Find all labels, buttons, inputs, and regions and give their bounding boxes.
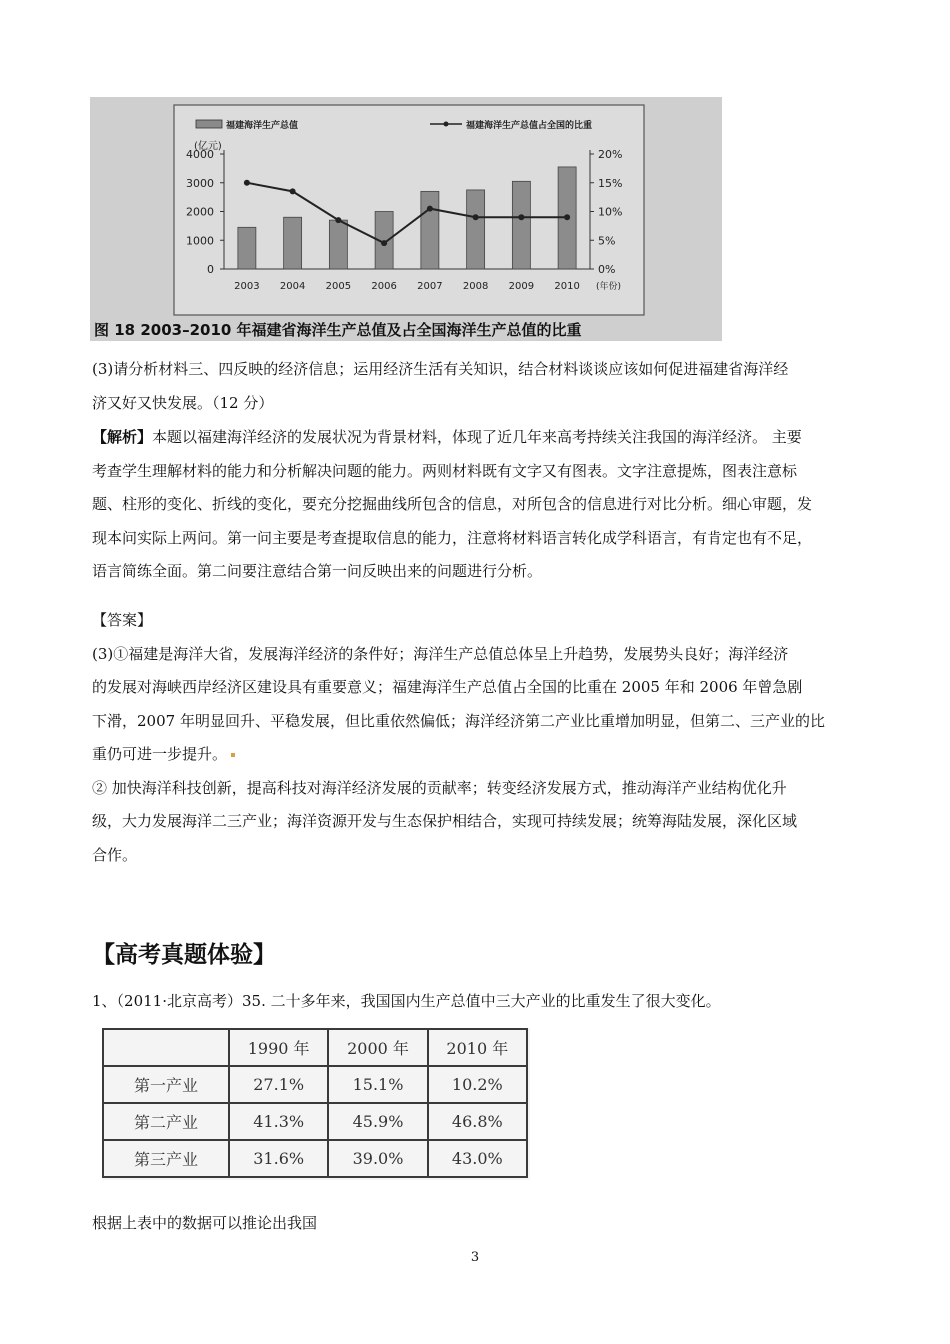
x-tick-label: 2009 xyxy=(508,281,535,292)
analysis-line-3: 题、柱形的变化、折线的变化，要充分挖掘曲线所包含的信息，对所包含的信息进行对比分析。细心审题，发 xyxy=(92,495,813,513)
table-header-cell: 1990 年 xyxy=(229,1029,328,1066)
y-left-tick-label: 4000 xyxy=(186,148,214,161)
chart-svg xyxy=(90,97,722,341)
industry-table-image xyxy=(102,1028,530,1180)
y-right-tick-label: 20% xyxy=(598,148,623,161)
answer-part2-line-1: ② 加快海洋科技创新，提高科技对海洋经济发展的贡献率；转变经济发展方式，推动海洋产业结构优化升 xyxy=(92,778,787,797)
y-left-unit: (亿元) xyxy=(194,141,222,152)
stray-mark xyxy=(231,753,235,757)
answer-label: 【答案】 xyxy=(92,611,153,629)
analysis-line-5: 语言简练全面。第二问要注意结合第一问反映出来的问题进行分析。 xyxy=(92,562,543,580)
question-3 xyxy=(92,353,862,420)
table-header-cell xyxy=(103,1029,229,1066)
x-tick-label: 2008 xyxy=(462,281,489,292)
analysis-block xyxy=(92,421,862,589)
answer-part1-line-3: 下滑，2007 年明显回升、平稳发展，但比重依然偏低；海洋经济第二产业比重增加明显，但第二、三产业的比 xyxy=(92,711,825,730)
table-cell: 46.8% xyxy=(428,1103,527,1140)
line-point xyxy=(335,217,341,223)
x-tick-label: 2010 xyxy=(554,281,580,292)
table-header-cell: 2000 年 xyxy=(328,1029,427,1066)
section-title: 【高考真题体验】 xyxy=(92,942,276,968)
line-point xyxy=(518,214,524,220)
table-header-row xyxy=(103,1029,527,1066)
legend-bar-label: 福建海洋生产总值 xyxy=(226,121,299,131)
line-point xyxy=(290,188,296,194)
line-point xyxy=(381,240,387,246)
bar xyxy=(512,181,530,269)
line-point xyxy=(244,180,250,186)
legend-line-marker xyxy=(444,122,449,127)
question-3-line-2: 济又好又快发展。（12 分） xyxy=(92,393,274,412)
table-cell: 39.0% xyxy=(328,1140,427,1177)
legend-bar-swatch xyxy=(196,120,222,128)
line-point xyxy=(473,214,479,220)
table-cell: 31.6% xyxy=(229,1140,328,1177)
answer-part2-line-3: 合作。 xyxy=(92,845,138,864)
table-row xyxy=(103,1066,527,1103)
bar xyxy=(238,227,256,269)
figure-caption: 图 18 2003–2010 年福建省海洋生产总值及占全国海洋生产总值的比重 xyxy=(94,321,582,339)
analysis-line-4: 现本问实际上两问。第一问主要是考查提取信息的能力，注意将材料语言转化成学科语言，有肯定也有不足， xyxy=(92,528,813,547)
table-row xyxy=(103,1140,527,1177)
answer-block xyxy=(92,604,862,872)
line-point xyxy=(427,206,433,212)
answer-part1-line-2: 的发展对海峡西岸经济区建设具有重要意义；福建海洋生产总值占全国的比重在 2005 年和 2006 年曾急剧 xyxy=(92,678,803,696)
figure-18-chart xyxy=(90,97,722,341)
x-unit-label: (年份) xyxy=(596,282,622,292)
table-cell: 10.2% xyxy=(428,1066,527,1103)
y-left-tick-label: 0 xyxy=(207,263,214,276)
x-tick-label: 2006 xyxy=(371,281,397,292)
answer-part1-line-4-text: 重仍可进一步提升。 xyxy=(92,745,228,763)
table-row-label: 第一产业 xyxy=(103,1066,229,1103)
x-tick-label: 2003 xyxy=(234,281,260,292)
table-cell: 27.1% xyxy=(229,1066,328,1103)
y-left-tick-label: 1000 xyxy=(186,234,214,248)
table-row xyxy=(103,1103,527,1140)
y-right-tick-label: 0% xyxy=(598,263,616,276)
x-tick-label: 2004 xyxy=(279,281,306,292)
y-left-tick-label: 3000 xyxy=(186,176,214,190)
bar xyxy=(421,191,439,269)
bar xyxy=(284,217,302,269)
analysis-line-1 xyxy=(92,421,862,455)
bar xyxy=(467,190,485,269)
table-cell: 43.0% xyxy=(428,1140,527,1177)
answer-part1-line-1: (3)①福建是海洋大省，发展海洋经济的条件好；海洋生产总值总体呈上升趋势，发展势头良好；海洋经济 xyxy=(92,644,789,663)
y-right-tick-label: 15% xyxy=(598,176,623,190)
bar xyxy=(329,220,347,269)
line-point xyxy=(564,214,570,220)
analysis-line-2: 考查学生理解材料的能力和分析解决问题的能力。两则材料既有文字又有图表。文字注意提炼，图表注意标 xyxy=(92,461,798,480)
y-left-tick-label: 2000 xyxy=(186,205,214,219)
page-number: 3 xyxy=(470,1250,480,1265)
follow-up-text: 根据上表中的数据可以推论出我国 xyxy=(92,1214,318,1232)
answer-part2-line-2: 级，大力发展海洋二三产业；海洋资源开发与生态保护相结合，实现可持续发展；统筹海陆发展，深化区域 xyxy=(92,812,798,830)
x-tick-label: 2007 xyxy=(417,281,443,292)
question-3-line-1: (3)请分析材料三、四反映的经济信息；运用经济生活有关知识，结合材料谈谈应该如何促进福建省海洋经 xyxy=(92,360,789,378)
y-right-tick-label: 5% xyxy=(598,234,616,248)
analysis-line-1-text: 本题以福建海洋经济的发展状况为背景材料，体现了近几年来高考持续关注我国的海洋经济。 主要 xyxy=(152,428,802,446)
answer-part1-line-4 xyxy=(92,738,862,772)
legend-line-label: 福建海洋生产总值占全国的比重 xyxy=(466,121,593,131)
table-header-cell: 2010 年 xyxy=(428,1029,527,1066)
industry-share-table xyxy=(102,1028,528,1178)
table-row-label: 第三产业 xyxy=(103,1140,229,1177)
analysis-label: 【解析】 xyxy=(92,428,153,446)
question-1: 1、（2011·北京高考）35. 二十多年来，我国国内生产总值中三大产业的比重发生了很大变化。 xyxy=(92,992,721,1010)
table-cell: 41.3% xyxy=(229,1103,328,1140)
table-cell: 15.1% xyxy=(328,1066,427,1103)
table-cell: 45.9% xyxy=(328,1103,427,1140)
y-right-tick-label: 10% xyxy=(598,205,623,219)
table-row-label: 第二产业 xyxy=(103,1103,229,1140)
x-tick-label: 2005 xyxy=(325,281,352,292)
